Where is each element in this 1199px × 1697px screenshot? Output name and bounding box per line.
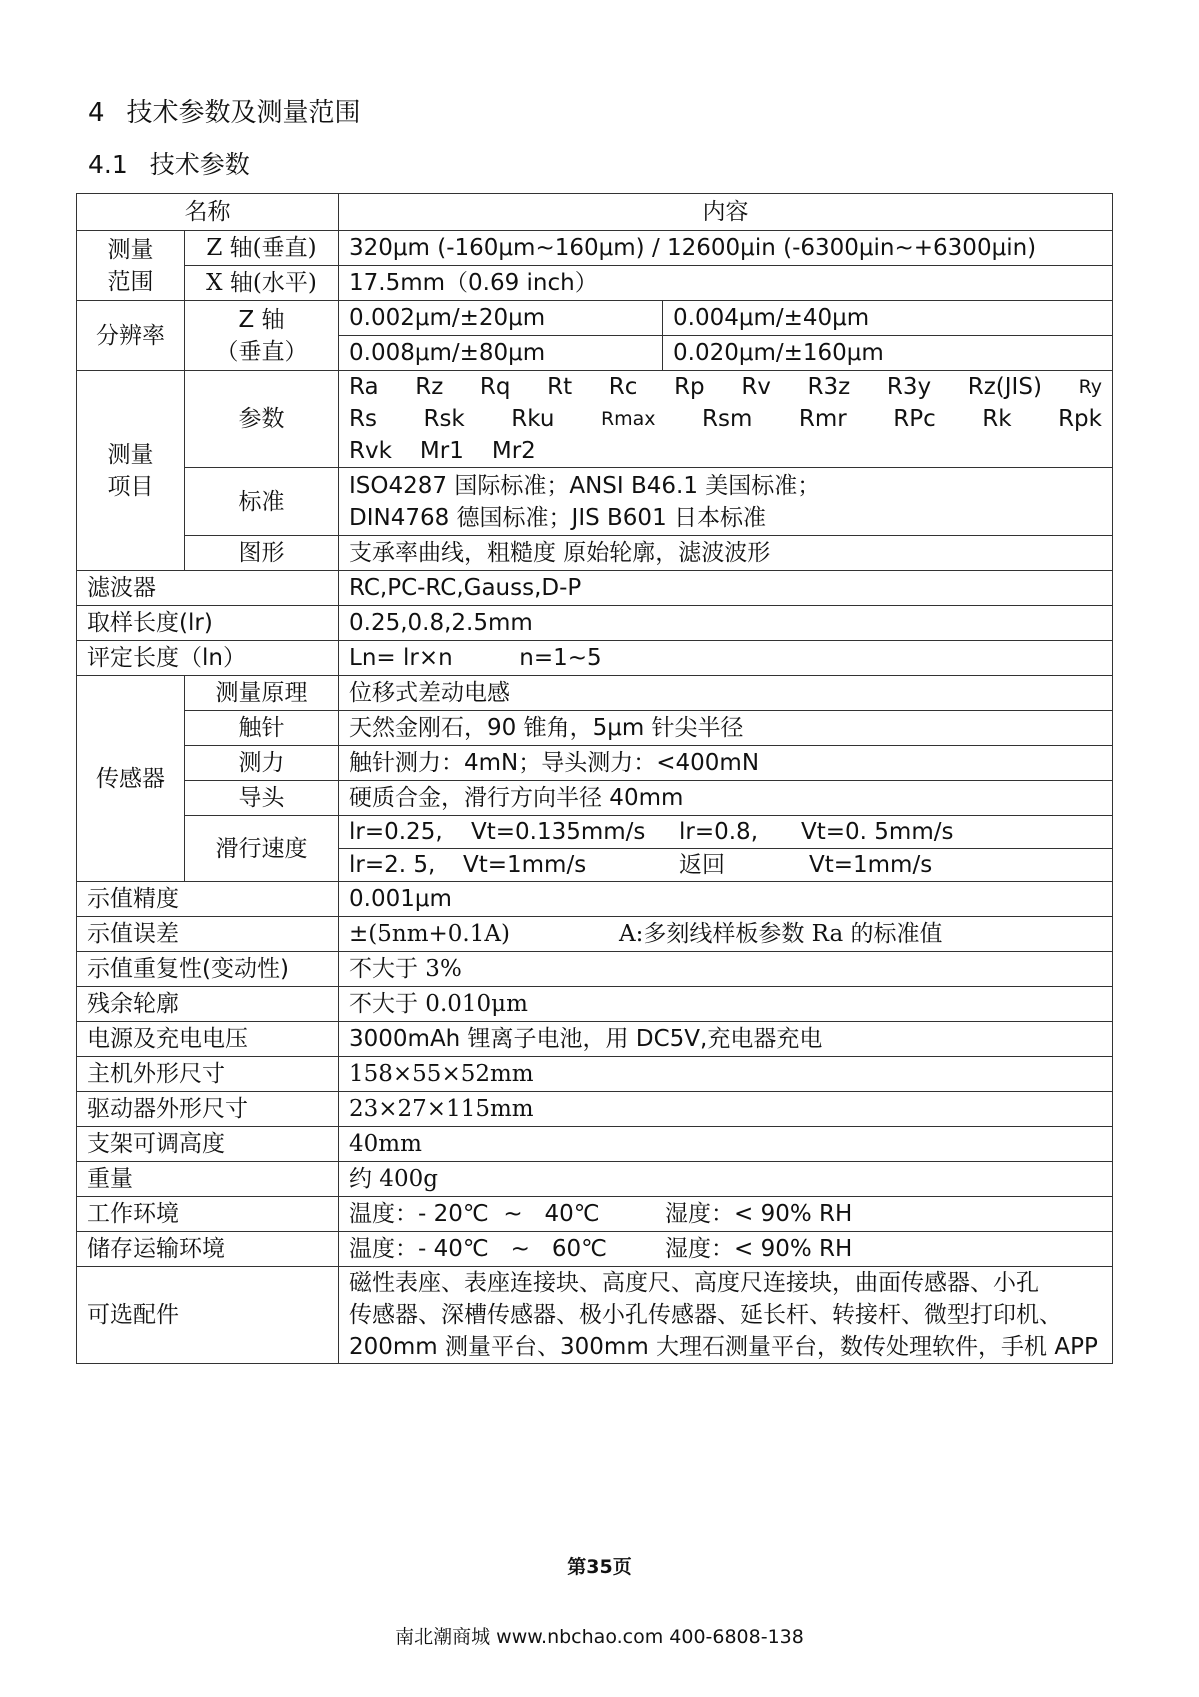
spec-table xyxy=(76,193,1113,1364)
z-axis-label: Z 轴(垂直) xyxy=(185,231,339,266)
speed-item: Vt=1mm/s xyxy=(463,852,587,878)
section-number: 4 xyxy=(88,98,105,128)
items-label: 测量 项目 xyxy=(77,371,185,571)
table-row xyxy=(77,882,1113,917)
row-label: 主机外形尺寸 xyxy=(77,1057,339,1092)
params-row-2 xyxy=(349,403,1102,435)
sensor-label: 传感器 xyxy=(77,676,185,882)
sampling-value: 0.25,0.8,2.5mm xyxy=(339,606,1113,641)
work-env-temp: 温度：- 20℃ ~ 40℃ xyxy=(349,1201,600,1227)
params-row-1 xyxy=(349,371,1102,403)
z-axis-value: 320μm (-160μm~160μm) / 12600μin (-6300μin~+6300μin) xyxy=(339,231,1113,266)
param-item: Rsm xyxy=(702,406,753,432)
param-item: Ry xyxy=(1078,376,1102,398)
row-label: 重量 xyxy=(77,1162,339,1197)
speed-row xyxy=(339,816,1113,849)
param-item: Rmr xyxy=(798,406,847,432)
table-row xyxy=(77,1232,1113,1267)
table-row xyxy=(77,917,1113,952)
row-value: 3000mAh 锂离子电池，用 DC5V,充电器充电 xyxy=(339,1022,1113,1057)
row-value: 不大于 0.010μm xyxy=(339,987,1113,1022)
accessories-line: 传感器、深槽传感器、极小孔传感器、延长杆、转接杆、微型打印机、 xyxy=(349,1302,1062,1328)
table-row xyxy=(77,571,1113,606)
footer-site: 南北潮商城 www.nbchao.com 400-6808-138 xyxy=(395,1626,804,1648)
table-row xyxy=(77,231,1113,266)
row-label: 示值重复性(变动性) xyxy=(77,952,339,987)
row-value-note: A:多刻线样板参数 Ra 的标准值 xyxy=(619,921,943,947)
evaluation-value: Ln= lr×n xyxy=(349,645,453,671)
stylus-label: 触针 xyxy=(185,711,339,746)
speed-row xyxy=(339,849,1113,882)
param-item: Rpk xyxy=(1058,406,1102,432)
param-item: Rq xyxy=(479,374,511,400)
table-row xyxy=(77,1267,1113,1364)
resolution-label: 分辨率 xyxy=(77,301,185,371)
evaluation-n: n=1~5 xyxy=(519,645,602,671)
principle-label: 测量原理 xyxy=(185,676,339,711)
param-item: Rv xyxy=(741,374,771,400)
range-label: 测量 范围 xyxy=(77,231,185,301)
speed-item: Vt=0.135mm/s xyxy=(471,819,646,845)
param-item: Rvk xyxy=(349,438,392,464)
header-content: 内容 xyxy=(339,194,1113,231)
guide-value: 硬质合金，滑行方向半径 40mm xyxy=(339,781,1113,816)
x-axis-label: X 轴(水平) xyxy=(185,266,339,301)
param-item: Mr1 xyxy=(419,438,464,464)
speed-item: Vt=0. 5mm/s xyxy=(801,819,954,845)
resolution-value: 0.002μm/±20μm xyxy=(339,301,663,336)
work-env-cell xyxy=(339,1197,1113,1232)
subsection-number: 4.1 xyxy=(88,150,128,179)
param-item: R3z xyxy=(807,374,851,400)
params-row-3 xyxy=(349,435,1102,467)
params-cell xyxy=(339,371,1113,468)
x-axis-value: 17.5mm（0.69 inch） xyxy=(339,266,1113,301)
table-row xyxy=(77,371,1113,468)
row-label: 驱动器外形尺寸 xyxy=(77,1092,339,1127)
param-item: Rz xyxy=(415,374,444,400)
accessories-cell xyxy=(339,1267,1113,1364)
work-env-label: 工作环境 xyxy=(77,1197,339,1232)
filter-label: 滤波器 xyxy=(77,571,339,606)
row-label: 示值精度 xyxy=(77,882,339,917)
evaluation-label: 评定长度（ln） xyxy=(77,641,339,676)
table-row xyxy=(77,301,1113,336)
force-value: 触针测力：4mN；导头测力：<400mN xyxy=(339,746,1113,781)
speed-item: 返回 xyxy=(679,852,725,878)
standard-cell xyxy=(339,468,1113,536)
row-value: 不大于 3% xyxy=(339,952,1113,987)
resolution-value: 0.020μm/±160μm xyxy=(663,336,1113,371)
param-item: Ra xyxy=(349,374,379,400)
header-name: 名称 xyxy=(77,194,339,231)
storage-env-cell xyxy=(339,1232,1113,1267)
resolution-value: 0.004μm/±40μm xyxy=(663,301,1113,336)
param-item: Rc xyxy=(608,374,638,400)
param-item: Rsk xyxy=(423,406,465,432)
table-row xyxy=(77,536,1113,571)
speed-item: lr=2. 5, xyxy=(349,852,436,878)
row-label: 支架可调高度 xyxy=(77,1127,339,1162)
param-item: R3y xyxy=(886,374,932,400)
standard-line: ISO4287 国际标准；ANSI B46.1 美国标准； xyxy=(349,472,821,499)
resolution-value: 0.008μm/±80μm xyxy=(339,336,663,371)
table-row xyxy=(77,1162,1113,1197)
table-row xyxy=(77,1022,1113,1057)
graph-label: 图形 xyxy=(185,536,339,571)
param-item: Rmax xyxy=(600,408,656,430)
accessories-label: 可选配件 xyxy=(77,1267,339,1364)
subsection-heading xyxy=(88,145,250,181)
section-title: 技术参数及测量范围 xyxy=(126,98,361,128)
storage-env-temp: 温度：- 40℃ ~ 60℃ xyxy=(349,1236,607,1262)
row-label: 残余轮廓 xyxy=(77,987,339,1022)
param-item: Mr2 xyxy=(491,438,536,464)
table-row xyxy=(77,676,1113,711)
param-item: Rku xyxy=(511,406,555,432)
storage-env-humidity: 湿度：< 90% RH xyxy=(665,1236,853,1262)
accessories-line: 200mm 测量平台、300mm 大理石测量平台，数传处理软件，手机 APP xyxy=(349,1334,1098,1360)
table-row xyxy=(77,1092,1113,1127)
row-value: 约 400g xyxy=(339,1162,1113,1197)
filter-value: RC,PC-RC,Gauss,D-P xyxy=(339,571,1113,606)
row-value: 0.001μm xyxy=(339,882,1113,917)
storage-env-label: 储存运输环境 xyxy=(77,1232,339,1267)
table-row xyxy=(77,711,1113,746)
table-row xyxy=(77,1197,1113,1232)
row-label: 电源及充电电压 xyxy=(77,1022,339,1057)
principle-value: 位移式差动电感 xyxy=(339,676,1113,711)
standard-label: 标准 xyxy=(185,468,339,536)
table-row xyxy=(77,746,1113,781)
graph-value: 支承率曲线，粗糙度 原始轮廓，滤波波形 xyxy=(339,536,1113,571)
params-label: 参数 xyxy=(185,371,339,468)
row-value: 40mm xyxy=(339,1127,1113,1162)
evaluation-cell xyxy=(339,641,1113,676)
table-row xyxy=(77,468,1113,536)
resolution-axis-label: Z 轴 （垂直） xyxy=(185,301,339,371)
table-header-row xyxy=(77,194,1113,231)
table-row xyxy=(77,816,1113,849)
speed-item: lr=0.25, xyxy=(349,819,443,845)
row-value: 158×55×52mm xyxy=(339,1057,1113,1092)
table-row xyxy=(77,1127,1113,1162)
param-item: Rt xyxy=(547,374,573,400)
section-heading xyxy=(88,92,361,129)
param-item: Rp xyxy=(674,374,705,400)
row-value-cell xyxy=(339,917,1113,952)
standard-line: DIN4768 德国标准；JIS B601 日本标准 xyxy=(349,504,767,531)
guide-label: 导头 xyxy=(185,781,339,816)
table-row xyxy=(77,952,1113,987)
page-number: 第35页 xyxy=(567,1556,632,1578)
table-row xyxy=(77,781,1113,816)
accessories-line: 磁性表座、表座连接块、高度尺、高度尺连接块，曲面传感器、小孔 xyxy=(349,1270,1039,1296)
work-env-humidity: 湿度：< 90% RH xyxy=(665,1201,853,1227)
speed-item: Vt=1mm/s xyxy=(809,852,933,878)
sampling-label: 取样长度(lr) xyxy=(77,606,339,641)
param-item: Rs xyxy=(349,406,377,432)
table-row xyxy=(77,987,1113,1022)
row-value: 23×27×115mm xyxy=(339,1092,1113,1127)
subsection-title: 技术参数 xyxy=(149,150,250,179)
table-row xyxy=(77,606,1113,641)
param-item: Rk xyxy=(982,406,1012,432)
table-row xyxy=(77,266,1113,301)
table-row xyxy=(77,641,1113,676)
speed-label: 滑行速度 xyxy=(185,816,339,882)
table-row xyxy=(77,1057,1113,1092)
row-label: 示值误差 xyxy=(77,917,339,952)
param-item: Rz(JIS) xyxy=(967,374,1042,400)
row-value: ±(5nm+0.1A) xyxy=(349,921,510,947)
force-label: 测力 xyxy=(185,746,339,781)
stylus-value: 天然金刚石，90 锥角，5μm 针尖半径 xyxy=(339,711,1113,746)
speed-item: lr=0.8, xyxy=(679,819,759,845)
param-item: RPc xyxy=(893,406,936,432)
